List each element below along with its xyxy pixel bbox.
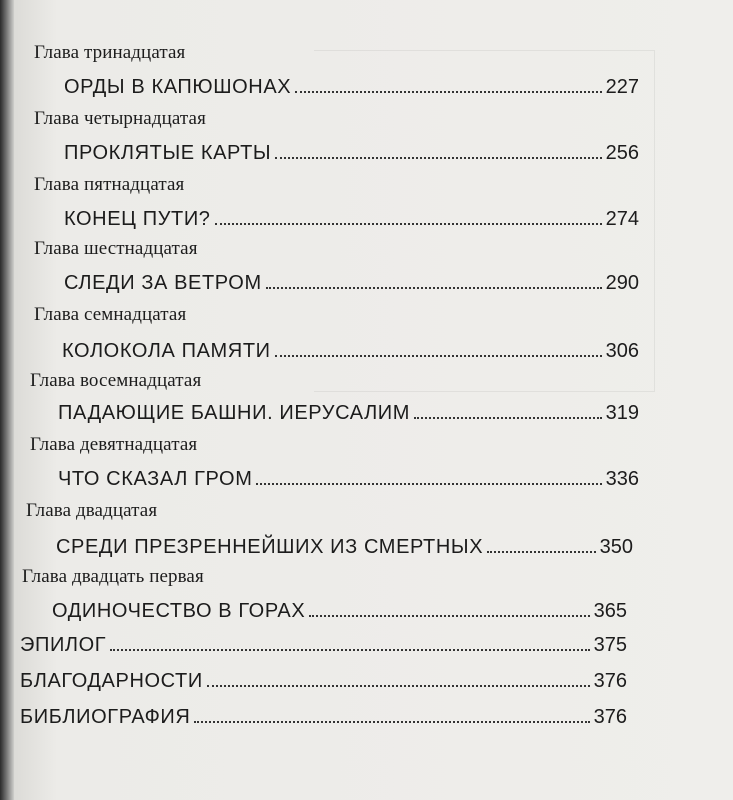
toc-entry-bibliography[interactable] [20, 706, 627, 729]
chapter-label-text: Глава девятнадцатая [30, 434, 198, 455]
chapter-label-16 [34, 238, 198, 260]
toc-entry-18[interactable] [58, 402, 639, 425]
entry-title: СРЕДИ ПРЕЗРЕННЕЙШИХ ИЗ СМЕРТНЫХ [56, 536, 484, 558]
chapter-label-text: Глава четырнадцатая [34, 108, 206, 129]
dot-leader [487, 551, 595, 553]
dot-leader [110, 649, 589, 651]
toc-entry-16[interactable] [64, 272, 639, 295]
dot-leader [295, 91, 601, 93]
chapter-label-14 [34, 108, 206, 130]
entry-page-number: 227 [605, 76, 639, 98]
chapter-label-19 [30, 434, 197, 456]
toc-entry-15[interactable] [64, 208, 639, 231]
chapter-label-17 [34, 304, 186, 326]
chapter-label-20 [26, 500, 157, 522]
toc-entry-14[interactable] [64, 142, 639, 165]
entry-title: ПРОКЛЯТЫЕ КАРТЫ [64, 142, 272, 164]
entry-page-number: 290 [605, 272, 639, 294]
entry-page-number: 306 [605, 340, 639, 362]
dot-leader [215, 223, 602, 225]
entry-title: КОНЕЦ ПУТИ? [64, 208, 211, 230]
entry-title: КОЛОКОЛА ПАМЯТИ [62, 340, 271, 362]
chapter-label-13 [34, 42, 185, 64]
dot-leader [207, 685, 590, 687]
entry-page-number: 319 [605, 402, 639, 424]
toc-entry-17[interactable] [62, 340, 639, 363]
entry-title: ПАДАЮЩИЕ БАШНИ. ИЕРУСАЛИМ [58, 402, 411, 424]
entry-page-number: 375 [593, 634, 627, 656]
dot-leader [309, 615, 589, 617]
chapter-label-text: Глава двадцать первая [22, 566, 204, 587]
entry-page-number: 365 [593, 600, 627, 622]
chapter-label-18 [30, 370, 201, 392]
dot-leader [414, 417, 602, 419]
dot-leader [266, 287, 602, 289]
toc-entry-20[interactable] [56, 536, 633, 559]
entry-page-number: 376 [593, 706, 627, 728]
chapter-label-text: Глава двадцатая [26, 500, 158, 521]
entry-page-number: 350 [599, 536, 633, 558]
dot-leader [256, 483, 601, 485]
toc-entry-19[interactable] [58, 468, 639, 491]
entry-page-number: 336 [605, 468, 639, 490]
chapter-label-text: Глава семнадцатая [34, 304, 187, 325]
entry-title: БИБЛИОГРАФИЯ [20, 706, 191, 728]
entry-page-number: 256 [605, 142, 639, 164]
entry-title: ОРДЫ В КАПЮШОНАХ [64, 76, 292, 98]
chapter-label-text: Глава тринадцатая [34, 42, 186, 63]
dot-leader [194, 721, 589, 723]
toc-entry-21[interactable] [52, 600, 627, 623]
toc-entry-epilogue[interactable] [20, 634, 627, 657]
chapter-label-text: Глава восемнадцатая [30, 370, 202, 391]
dot-leader [275, 157, 601, 159]
chapter-label-15 [34, 174, 184, 196]
entry-title: БЛАГОДАРНОСТИ [20, 670, 203, 692]
dot-leader [275, 355, 602, 357]
entry-title: СЛЕДИ ЗА ВЕТРОМ [64, 272, 262, 294]
chapter-label-21 [22, 566, 204, 588]
entry-title: ЧТО СКАЗАЛ ГРОМ [58, 468, 253, 490]
chapter-label-text: Глава пятнадцатая [34, 174, 185, 195]
toc-entry-acknowledgements[interactable] [20, 670, 627, 693]
entry-title: ЭПИЛОГ [20, 634, 107, 656]
chapter-label-text: Глава шестнадцатая [34, 238, 198, 259]
entry-page-number: 376 [593, 670, 627, 692]
entry-page-number: 274 [605, 208, 639, 230]
entry-title: ОДИНОЧЕСТВО В ГОРАХ [52, 600, 306, 622]
toc-entry-13[interactable] [64, 76, 639, 99]
